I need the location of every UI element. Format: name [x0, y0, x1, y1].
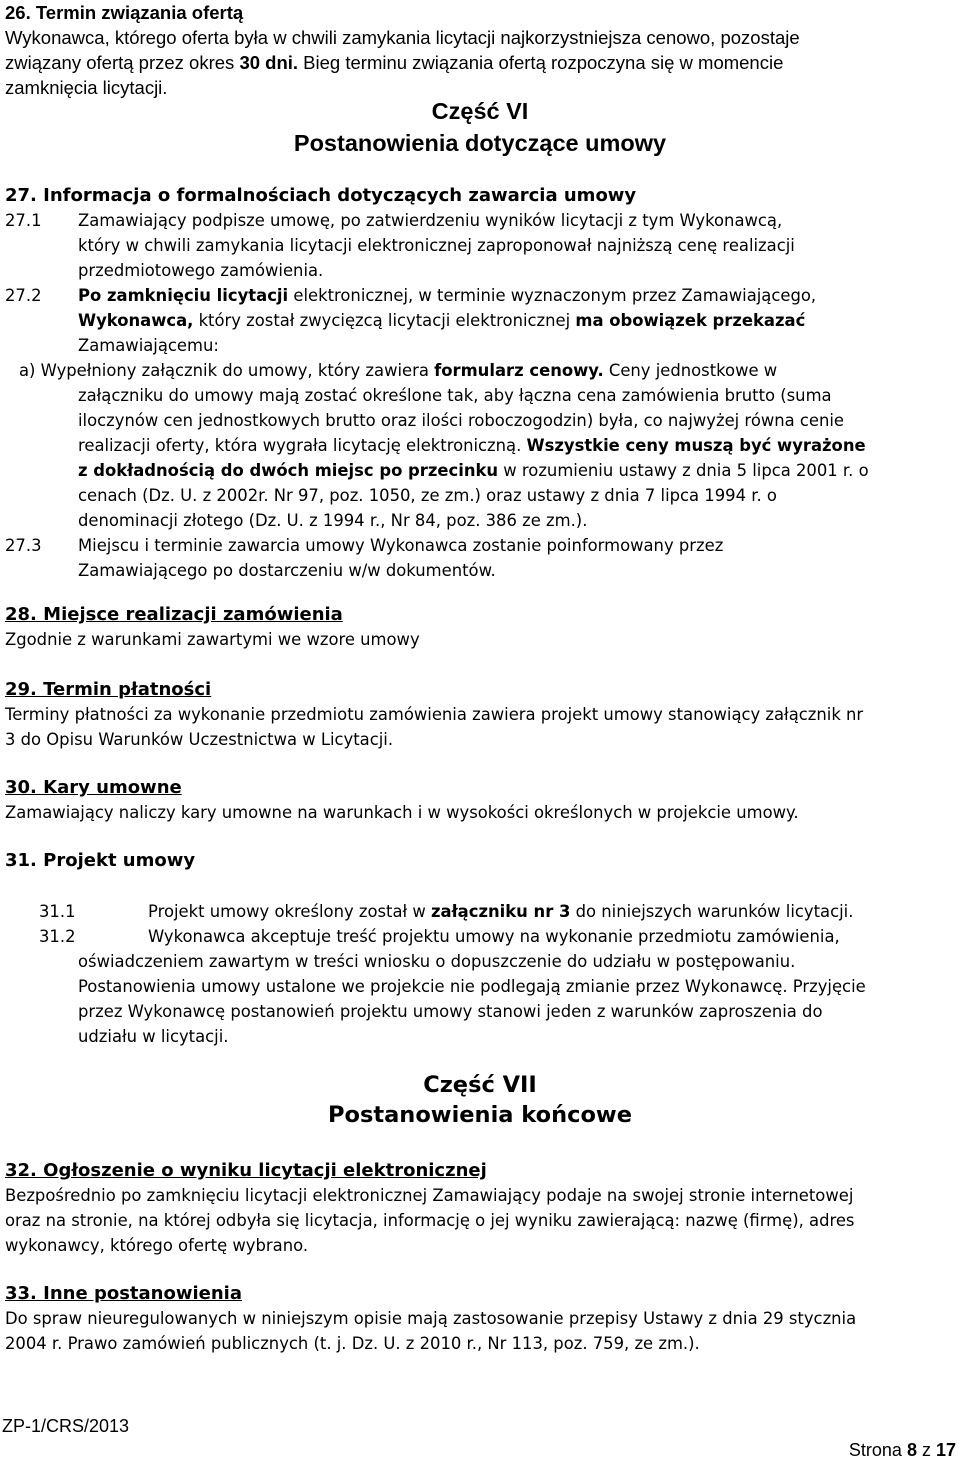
section-33: [5, 1281, 956, 1356]
clause-31-2: 31.2 Wykonawca akceptuje treść projektu umowy na wykonanie przedmiotu zamówienia,: [39, 927, 840, 946]
paragraph-line: oświadczeniem zawartym w treści wniosku o dopuszczenie do udziału w postępowaniu.: [78, 952, 796, 971]
paragraph-line: który w chwili zamykania licytacji elektronicznej zaproponował najniższą cenę realizacji: [78, 236, 795, 255]
section-30: [5, 775, 956, 825]
paragraph-line: realizacji oferty, która wygrała licytację elektroniczną. Wszystkie ceny muszą być wyrażone: [78, 436, 866, 455]
paragraph-line: Wykonawca, który został zwycięzcą licytacji elektronicznej ma obowiązek przekazać: [78, 311, 806, 330]
part-heading: [0, 1070, 960, 1130]
section-heading: 28. Miejsce realizacji zamówienia: [5, 604, 343, 625]
part-subtitle: Postanowienia dotyczące umowy: [293, 130, 667, 156]
paragraph-line: Wykonawca, którego oferta była w chwili zamykania licytacji najkorzystniejsza cenowo, pozostaje: [5, 27, 800, 48]
paragraph-line: 2004 r. Prawo zamówień publicznych (t. j. Dz. U. z 2010 r., Nr 113, poz. 759, ze zm.).: [5, 1334, 700, 1353]
section-heading: 31. Projekt umowy: [5, 850, 196, 871]
paragraph-line: udziału w licytacji.: [78, 1027, 229, 1046]
section-heading: 26. Termin związania ofertą: [5, 2, 244, 23]
section-27: [5, 183, 956, 583]
section-32: [5, 1158, 956, 1258]
section-26: [5, 0, 956, 100]
paragraph-line: Zamawiającemu:: [78, 336, 219, 355]
list-item-a: a) Wypełniony załącznik do umowy, który zawiera formularz cenowy. Ceny jednostkowe w: [19, 361, 778, 380]
paragraph-line: iloczynów cen jednostkowych brutto oraz ilości roboczogodzin) była, co najwyżej równa cenie: [78, 411, 845, 430]
paragraph-line: załączniku do umowy mają zostać określone tak, aby łączna cena zamówienia brutto (suma: [78, 386, 832, 405]
paragraph-line: Terminy płatności za wykonanie przedmiotu zamówienia zawiera projekt umowy stanowiący załącznik nr: [5, 705, 864, 724]
paragraph-line: cenach (Dz. U. z 2002r. Nr 97, poz. 1050, ze zm.) oraz ustawy z dnia 7 lipca 1994 r. o: [78, 486, 777, 505]
paragraph-line: Zamawiającego po dostarczeniu w/w dokumentów.: [78, 561, 496, 580]
part-title: Część VI: [431, 98, 529, 124]
paragraph-line: związany ofertą przez okres 30 dni. Bieg terminu związania ofertą rozpoczyna się w momencie: [5, 52, 784, 73]
page-number: Strona 8 z 17: [848, 1440, 956, 1460]
paragraph-line: przedmiotowego zamówienia.: [78, 261, 324, 280]
section-31-body: [5, 899, 956, 1049]
section-heading: 27. Informacja o formalnościach dotyczących zawarcia umowy: [5, 185, 637, 206]
paragraph-line: oraz na stronie, na której odbyła się licytacja, informację o jej wyniku zawierającą: nazwę (firmę), adres: [5, 1211, 855, 1230]
clause-27-2: 27.2 Po zamknięciu licytacji elektronicznej, w terminie wyznaczonym przez Zamawiającego,: [5, 286, 817, 305]
section-31: [5, 848, 956, 873]
paragraph-line: Bezpośrednio po zamknięciu licytacji elektronicznej Zamawiający podaje na swojej stronie internetowej: [5, 1186, 854, 1205]
paragraph-line: przez Wykonawcę postanowień projektu umowy stanowi jeden z warunków zaproszenia do: [78, 1002, 823, 1021]
document-reference: ZP-1/CRS/2013: [2, 1416, 130, 1436]
paragraph-line: Zgodnie z warunkami zawartymi we wzore umowy: [5, 630, 420, 649]
section-heading: 32. Ogłoszenie o wyniku licytacji elektronicznej: [5, 1160, 487, 1181]
paragraph-line: zamknięcia licytacji.: [5, 77, 168, 98]
clause-27-1: 27.1 Zamawiający podpisze umowę, po zatwierdzeniu wyników licytacji z tym Wykonawcą,: [5, 211, 783, 230]
paragraph-line: Do spraw nieuregulowanych w niniejszym opisie mają zastosowanie przepisy Ustawy z dnia 29 stycznia: [5, 1309, 857, 1328]
part-title: Część VII: [423, 1072, 537, 1098]
clause-31-1: 31.1 Projekt umowy określony został w załączniku nr 3 do niniejszych warunków licytacji.: [39, 902, 854, 921]
section-29: [5, 677, 956, 752]
paragraph-line: denominacji złotego (Dz. U. z 1994 r., Nr 84, poz. 386 ze zm.).: [78, 511, 588, 530]
part-subtitle: Postanowienia końcowe: [328, 1102, 632, 1128]
section-28: [5, 602, 956, 652]
section-heading: 30. Kary umowne: [5, 777, 182, 798]
paragraph-line: 3 do Opisu Warunków Uczestnictwa w Licytacji.: [5, 730, 394, 749]
paragraph-line: Postanowienia umowy ustalone we projekcie nie podlegają zmianie przez Wykonawcę. Przyjęcie: [78, 977, 866, 996]
paragraph-line: z dokładnością do dwóch miejsc po przecinku w rozumieniu ustawy z dnia 5 lipca 2001 r. o: [78, 461, 869, 480]
clause-27-3: 27.3 Miejscu i terminie zawarcia umowy Wykonawca zostanie poinformowany przez: [5, 536, 724, 555]
section-heading: 33. Inne postanowienia: [5, 1283, 242, 1304]
section-heading: 29. Termin płatności: [5, 679, 212, 700]
paragraph-line: Zamawiający naliczy kary umowne na warunkach i w wysokości określonych w projekcie umowy.: [5, 803, 799, 822]
paragraph-line: wykonawcy, którego ofertę wybrano.: [5, 1236, 309, 1255]
part-heading: [0, 96, 960, 158]
